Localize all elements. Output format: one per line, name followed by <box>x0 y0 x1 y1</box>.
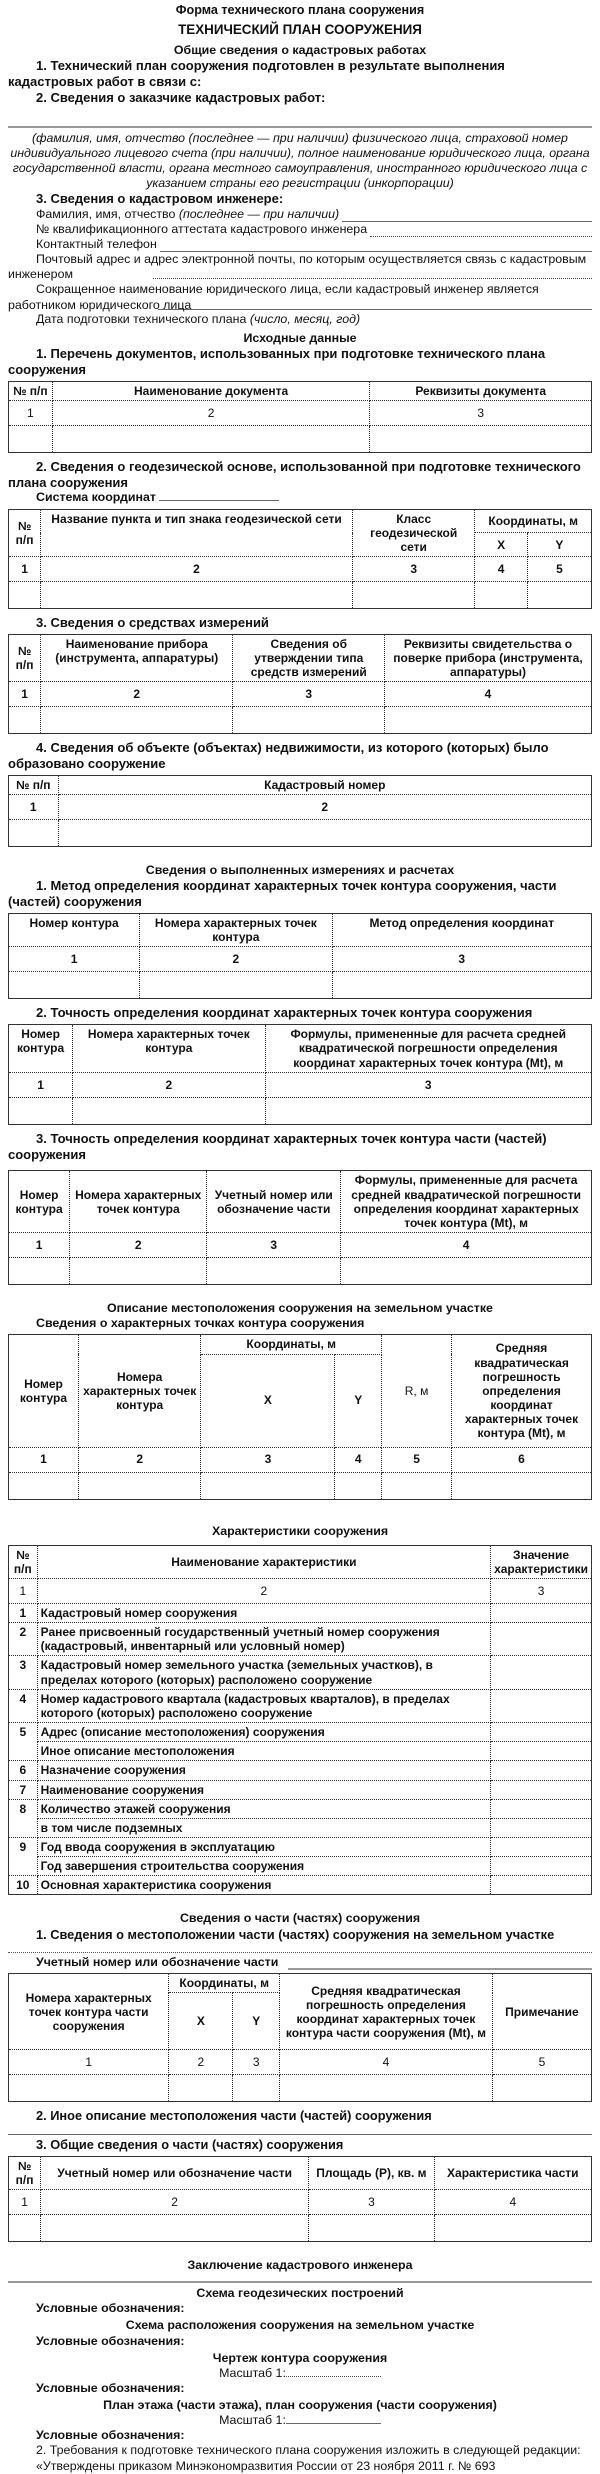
table-header: Номер контура <box>9 1335 79 1447</box>
row-number: 9 <box>9 1837 38 1875</box>
row-number: 10 <box>9 1876 38 1895</box>
table-cell[interactable] <box>382 1472 452 1499</box>
characteristic-label: Количество этажей сооружения <box>37 1799 490 1818</box>
characteristics-table <box>8 1545 592 1896</box>
source-data-title: Исходные данные <box>243 330 357 345</box>
column-number: 4 <box>434 2190 591 2215</box>
characteristic-label: Год завершения строительства сооружения <box>37 1857 490 1876</box>
parts-title: Сведения о части (частях) сооружения <box>179 1911 421 1926</box>
table-cell[interactable] <box>341 1258 592 1285</box>
conclusion-title: Заключение кадастрового инженера <box>187 2258 413 2272</box>
characteristic-value[interactable] <box>491 1689 592 1722</box>
part-id-label: Учетный номер или обозначение части <box>36 1955 279 1970</box>
org-field[interactable] <box>158 309 592 310</box>
table-row <box>9 1799 592 1818</box>
table-cell[interactable] <box>9 1097 73 1124</box>
certificate-field[interactable] <box>370 224 592 237</box>
source-s2-title: 2. Сведения о геодезической основе, использованной при подготовке технического плана сооружения <box>8 458 581 490</box>
table-header: Реквизиты свидетельства о поверке прибора (инструмента, аппаратуры) <box>385 634 592 681</box>
contour-points-table <box>8 1334 592 1499</box>
table-row <box>9 582 592 609</box>
table-cell[interactable] <box>233 707 385 734</box>
column-number: 4 <box>475 557 527 582</box>
table-cell[interactable] <box>73 1097 265 1124</box>
table-row <box>9 1837 592 1856</box>
part-accuracy-table <box>8 1170 592 1285</box>
geodetic-table <box>8 509 592 609</box>
table-cell[interactable] <box>335 1472 382 1499</box>
column-number: 2 <box>41 557 353 582</box>
table-cell[interactable] <box>233 2075 280 2102</box>
table-header: Номер контура <box>9 914 140 947</box>
table-header: Учетный номер или обозначение части <box>207 1171 341 1233</box>
table-header: Номера характерных точек контура <box>70 1171 207 1233</box>
date-note: (число, месяц, год) <box>249 311 361 326</box>
parts-p2-title: 2. Иное описание местоположения части (частей) сооружения <box>36 2108 432 2124</box>
column-number: 3 <box>233 682 385 707</box>
table-cell[interactable] <box>41 2215 309 2242</box>
column-number: 2 <box>41 2190 309 2215</box>
table-header: Номер контура <box>9 1171 70 1233</box>
table-row <box>9 820 592 847</box>
table-cell[interactable] <box>169 2075 233 2102</box>
table-row <box>9 1761 592 1780</box>
footer-item-2: 2. Требования к подготовке технического плана сооружения изложить в следующей редакции: <box>36 2443 581 2458</box>
table-row <box>9 1857 592 1876</box>
table-header: Сведения об утверждении типа средств измерений <box>233 634 385 681</box>
table-cell[interactable] <box>41 707 233 734</box>
table-header: Учетный номер или обозначение части <box>41 2156 309 2189</box>
scale-field[interactable] <box>286 2376 381 2377</box>
characteristic-value[interactable] <box>491 1780 592 1799</box>
characteristic-label: Кадастровый номер земельного участка (земельных участков), в пределах которого (которых) расположено сооружение <box>37 1656 490 1689</box>
table-cell[interactable] <box>9 820 59 847</box>
location-subtitle: Сведения о характерных точках контура сооружения <box>36 1316 365 1331</box>
source-s4-title: 4. Сведения об объекте (объектах) недвижимости, из которого (которых) было образовано сооружение <box>8 740 549 772</box>
table-cell[interactable] <box>9 425 53 452</box>
table-header: Наименование документа <box>52 381 370 400</box>
characteristic-label: Адрес (описание местоположения) сооружения <box>37 1723 490 1742</box>
characteristic-value[interactable] <box>491 1742 592 1761</box>
table-cell[interactable] <box>9 1472 79 1499</box>
table-row <box>9 1472 592 1499</box>
instruments-table <box>8 634 592 734</box>
table-cell[interactable] <box>9 1258 70 1285</box>
general-item-2: 2. Сведения о заказчике кадастровых работ: <box>36 89 326 105</box>
column-number: 2 <box>58 795 591 820</box>
row-number: 7 <box>9 1780 38 1799</box>
table-header: № п/п <box>9 634 41 681</box>
table-subheader: Y <box>335 1354 382 1447</box>
row-number: 4 <box>9 1689 38 1722</box>
column-number: 3 <box>201 1447 335 1472</box>
characteristic-label: Кадастровый номер сооружения <box>37 1603 490 1622</box>
table-cell[interactable] <box>58 820 591 847</box>
table-row <box>9 1623 592 1656</box>
table-row <box>9 425 592 452</box>
footer-approved: «Утверждены приказом Минэкономразвития России от 23 ноября 2011 г. № 693 <box>36 2458 496 2473</box>
row-number: 5 <box>9 1723 38 1761</box>
document-page <box>0 1 600 2474</box>
characteristic-label: Иное описание местоположения <box>37 1742 490 1761</box>
table-subheader: X <box>201 1354 335 1447</box>
column-number: 2 <box>73 1072 265 1097</box>
column-number: 1 <box>9 1447 79 1472</box>
column-number: 1 <box>9 1072 73 1097</box>
customer-field-line[interactable] <box>8 126 592 128</box>
column-number: 1 <box>9 1578 38 1603</box>
table-cell[interactable] <box>385 707 592 734</box>
table-header: Номера характерных точек контура части сооружения <box>9 1974 169 2050</box>
table-header: Значение характеристики <box>491 1545 592 1578</box>
coord-system-row <box>8 490 592 505</box>
characteristic-value[interactable] <box>491 1857 592 1876</box>
legend-label-2: Условные обозначения: <box>36 2333 185 2348</box>
table-row <box>9 1097 592 1124</box>
table-header: Примечание <box>492 1974 591 2050</box>
measurements-m2-title: 2. Точность определения координат характерных точек контура сооружения <box>36 1005 533 1021</box>
column-number: 1 <box>9 947 140 972</box>
layout-scheme-title: Схема расположения сооружения на земельном участке <box>125 2318 475 2333</box>
characteristic-value[interactable] <box>491 1799 592 1818</box>
location-title: Описание местоположения сооружения на земельном участке <box>107 1301 493 1316</box>
phone-field[interactable] <box>160 239 592 252</box>
table-header: № п/п <box>9 2156 41 2189</box>
table-header: Средняя квадратическая погрешность определения координат характерных точек контура (Mt), м <box>452 1335 592 1447</box>
table-header: Формулы, примененные для расчета средней квадратической погрешности определения координат характерных точек контура (Mt), м <box>341 1171 592 1233</box>
accuracy-table <box>8 1024 592 1124</box>
conclusion-field-line[interactable] <box>8 2281 592 2283</box>
table-cell[interactable] <box>492 2075 591 2102</box>
table-row <box>9 1603 592 1622</box>
table-header: Площадь (P), кв. м <box>309 2156 434 2189</box>
characteristic-value[interactable] <box>491 1818 592 1837</box>
characteristic-value[interactable] <box>491 1623 592 1656</box>
table-header: Координаты, м <box>475 509 592 533</box>
characteristic-label: Наименование сооружения <box>37 1780 490 1799</box>
column-number: 2 <box>41 682 233 707</box>
table-header: Наименование прибора (инструмента, аппаратуры) <box>41 634 233 681</box>
certificate-row <box>8 222 592 237</box>
characteristic-label: Назначение сооружения <box>37 1761 490 1780</box>
table-cell[interactable] <box>332 972 591 999</box>
table-cell[interactable] <box>370 425 592 452</box>
table-header: № п/п <box>9 381 53 400</box>
table-cell[interactable] <box>9 582 41 609</box>
coord-system-field[interactable] <box>159 500 279 501</box>
column-number: 3 <box>352 557 474 582</box>
characteristic-value[interactable] <box>491 1837 592 1856</box>
part-id-row <box>8 1955 592 1970</box>
characteristic-value[interactable] <box>491 1761 592 1780</box>
column-number: 2 <box>37 1578 490 1603</box>
table-header: Наименование характеристики <box>37 1545 490 1578</box>
table-header: Номера характерных точек контура <box>78 1335 200 1447</box>
table-header: Характеристика части <box>434 2156 591 2189</box>
floor-plan-title: План этажа (части этажа), план сооружения (части сооружения) <box>103 2398 497 2412</box>
engineer-name-label: Фамилия, имя, отчество <box>36 206 176 221</box>
table-header: Название пункта и тип знака геодезической сети <box>41 509 353 556</box>
table-row <box>9 1742 592 1761</box>
table-header: Класс геодезической сети <box>352 509 474 556</box>
table-row <box>9 707 592 734</box>
measurements-m3-title: 3. Точность определения координат характерных точек контура части (частей) сооружения <box>8 1130 547 1162</box>
address-label: Почтовый адрес и адрес электронной почты, по которым осуществляется связь с кадастровым инженером <box>8 252 587 282</box>
column-number: 1 <box>9 2190 41 2215</box>
row-number: 8 <box>9 1799 38 1837</box>
part-other-location-field-line[interactable] <box>8 2134 592 2135</box>
engineer-name-row <box>8 207 592 222</box>
column-number: 1 <box>9 1233 70 1258</box>
part-id-field[interactable] <box>288 1956 592 1970</box>
column-number: 6 <box>452 1447 592 1472</box>
characteristic-value[interactable] <box>491 1876 592 1895</box>
column-number: 1 <box>9 795 59 820</box>
table-header: № п/п <box>9 776 59 795</box>
scale-label: Масштаб 1: <box>219 2365 286 2380</box>
table-header: № п/п <box>9 509 41 556</box>
phone-label: Контактный телефон <box>36 237 157 252</box>
documents-table <box>8 381 592 453</box>
characteristics-rows <box>9 1603 592 1895</box>
scale-row-2 <box>8 2413 592 2428</box>
table-cell[interactable] <box>201 1472 335 1499</box>
table-subheader: X <box>475 533 527 557</box>
column-number: 1 <box>9 557 41 582</box>
table-header: Реквизиты документа <box>370 381 592 400</box>
table-row <box>9 1780 592 1799</box>
column-number: 3 <box>309 2190 434 2215</box>
table-row <box>9 972 592 999</box>
engineer-name-field[interactable] <box>342 209 592 222</box>
characteristic-label: в том числе подземных <box>37 1818 490 1837</box>
org-label: Сокращенное наименование юридического лица, если кадастровый инженер является работником юридического лица <box>8 282 539 312</box>
column-number: 3 <box>332 947 591 972</box>
table-cell[interactable] <box>207 1258 341 1285</box>
characteristic-label: Ранее присвоенный государственный учетный номер сооружения (кадастровый, инвентарный или условный номер) <box>37 1623 490 1656</box>
row-number: 3 <box>9 1656 38 1689</box>
table-cell[interactable] <box>280 2075 493 2102</box>
table-subheader: Y <box>527 533 591 557</box>
table-cell[interactable] <box>41 582 353 609</box>
coord-system-label: Система координат <box>36 490 156 505</box>
table-cell[interactable] <box>140 972 332 999</box>
column-number: 3 <box>265 1072 592 1097</box>
column-number: 3 <box>233 2050 280 2075</box>
table-header: Кадастровый номер <box>58 776 591 795</box>
date-row <box>8 312 592 327</box>
column-number: 4 <box>385 682 592 707</box>
table-cell[interactable] <box>265 1097 592 1124</box>
scale-label: Масштаб 1: <box>219 2413 286 2428</box>
table-header: Координаты, м <box>169 1974 280 1993</box>
general-item-3: 3. Сведения о кадастровом инженере: <box>36 190 284 206</box>
column-number: 3 <box>207 1233 341 1258</box>
column-number: 1 <box>9 682 41 707</box>
table-row <box>9 2215 592 2242</box>
table-header: Номера характерных точек контура <box>140 914 332 947</box>
table-row <box>9 2075 592 2102</box>
table-header: Средняя квадратическая погрешность определения координат характерных точек контура части сооружения (Mt), м <box>280 1974 493 2050</box>
contour-drawing-title: Чертеж контура сооружения <box>212 2350 388 2365</box>
column-number: 4 <box>335 1447 382 1472</box>
table-header: Номера характерных точек контура <box>73 1025 265 1072</box>
table-header: R, м <box>382 1335 452 1447</box>
scale-row-1 <box>8 2366 592 2381</box>
general-section-title: Общие сведения о кадастровых работах <box>173 42 427 57</box>
method-table <box>8 913 592 999</box>
table-cell[interactable] <box>9 707 41 734</box>
source-s3-title: 3. Сведения о средствах измерений <box>36 615 269 631</box>
origin-objects-table <box>8 775 592 847</box>
general-item-1: 1. Технический план сооружения подготовлен в результате выполнения кадастровых работ в связи с: <box>8 57 505 89</box>
column-number: 4 <box>280 2050 493 2075</box>
table-cell[interactable] <box>527 582 591 609</box>
table-header: Координаты, м <box>201 1335 382 1354</box>
table-subheader: Y <box>233 1993 280 2050</box>
parts-p3-title: 3. Общие сведения о части (частях) сооружения <box>36 2137 344 2153</box>
table-cell[interactable] <box>52 425 370 452</box>
scale-field[interactable] <box>286 2423 381 2424</box>
parts-p1-title: 1. Сведения о местоположении части (частях) сооружения на земельном участке <box>36 1926 555 1942</box>
measurements-title: Сведения о выполненных измерениях и расчетах <box>145 863 455 878</box>
table-cell[interactable] <box>452 1472 592 1499</box>
column-number: 5 <box>527 557 591 582</box>
column-number: 2 <box>70 1233 207 1258</box>
characteristics-title: Характеристики сооружения <box>211 1523 389 1538</box>
column-number: 2 <box>78 1447 200 1472</box>
form-title: Форма технического плана сооружения <box>175 3 425 17</box>
table-cell[interactable] <box>70 1258 207 1285</box>
table-subheader: X <box>169 1993 233 2050</box>
part-location-field-line[interactable] <box>8 1952 592 1953</box>
column-number: 4 <box>341 1233 592 1258</box>
column-number: 3 <box>370 400 592 425</box>
table-cell[interactable] <box>78 1472 200 1499</box>
date-label: Дата подготовки технического плана <box>36 311 247 326</box>
table-cell[interactable] <box>434 2215 591 2242</box>
table-header: Номер контура <box>9 1025 73 1072</box>
characteristic-label: Основная характеристика сооружения <box>37 1876 490 1895</box>
table-header: Формулы, примененные для расчета средней квадратической погрешности определения координат характерных точек контура (Mt), м <box>265 1025 592 1072</box>
phone-row <box>8 237 592 252</box>
table-row <box>9 1689 592 1722</box>
column-number: 2 <box>140 947 332 972</box>
column-number: 2 <box>169 2050 233 2075</box>
row-number: 1 <box>9 1603 38 1622</box>
table-row <box>9 1818 592 1837</box>
row-number: 2 <box>9 1623 38 1656</box>
table-cell[interactable] <box>352 582 474 609</box>
table-cell[interactable] <box>9 2075 169 2102</box>
customer-caption: (фамилия, имя, отчество (последнее — при наличии) физического лица, страховой номер индивидуального лицевого счета (при наличии), полное наименование юридического лица, органа государственной власти, органа местного самоуправления, иностранного юридического лица с указанием страны его регистрации (инкорпорации) <box>10 131 590 191</box>
main-title: ТЕХНИЧЕСКИЙ ПЛАН СООРУЖЕНИЯ <box>178 22 422 38</box>
table-cell[interactable] <box>475 582 527 609</box>
column-number: 3 <box>491 1578 592 1603</box>
characteristic-label: Год ввода сооружения в эксплуатацию <box>37 1837 490 1856</box>
table-header: Метод определения координат <box>332 914 591 947</box>
legend-label-3: Условные обозначения: <box>36 2380 185 2395</box>
table-row <box>9 1876 592 1895</box>
engineer-name-note: (последнее — при наличии) <box>178 206 340 221</box>
source-s1-title: 1. Перечень документов, использованных при подготовке технического плана сооружения <box>8 345 546 377</box>
part-general-table <box>8 2156 592 2242</box>
table-row <box>9 1258 592 1285</box>
part-points-table <box>8 1973 592 2102</box>
column-number: 2 <box>52 400 370 425</box>
characteristic-value[interactable] <box>491 1656 592 1689</box>
table-cell[interactable] <box>9 972 140 999</box>
column-number: 1 <box>9 2050 169 2075</box>
geo-scheme-title: Схема геодезических построений <box>196 2286 404 2301</box>
column-number: 5 <box>382 1447 452 1472</box>
table-cell[interactable] <box>309 2215 434 2242</box>
measurements-m1-title: 1. Метод определения координат характерных точек контура сооружения, части (частей) сооружения <box>8 878 557 910</box>
characteristic-value[interactable] <box>491 1603 592 1622</box>
characteristic-value[interactable] <box>491 1723 592 1742</box>
table-row <box>9 1723 592 1742</box>
table-row <box>9 1656 592 1689</box>
row-number: 6 <box>9 1761 38 1780</box>
legend-label-1: Условные обозначения: <box>36 2301 185 2316</box>
address-row <box>8 252 592 282</box>
characteristic-label: Номер кадастрового квартала (кадастровых кварталов), в пределах которого (которых) расположено сооружение <box>37 1689 490 1722</box>
legend-label-4: Условные обозначения: <box>36 2428 185 2443</box>
column-number: 5 <box>492 2050 591 2075</box>
certificate-label: № квалификационного аттестата кадастрового инженера <box>36 221 368 236</box>
table-header: № п/п <box>9 1545 38 1578</box>
table-cell[interactable] <box>9 2215 41 2242</box>
column-number: 1 <box>9 400 53 425</box>
